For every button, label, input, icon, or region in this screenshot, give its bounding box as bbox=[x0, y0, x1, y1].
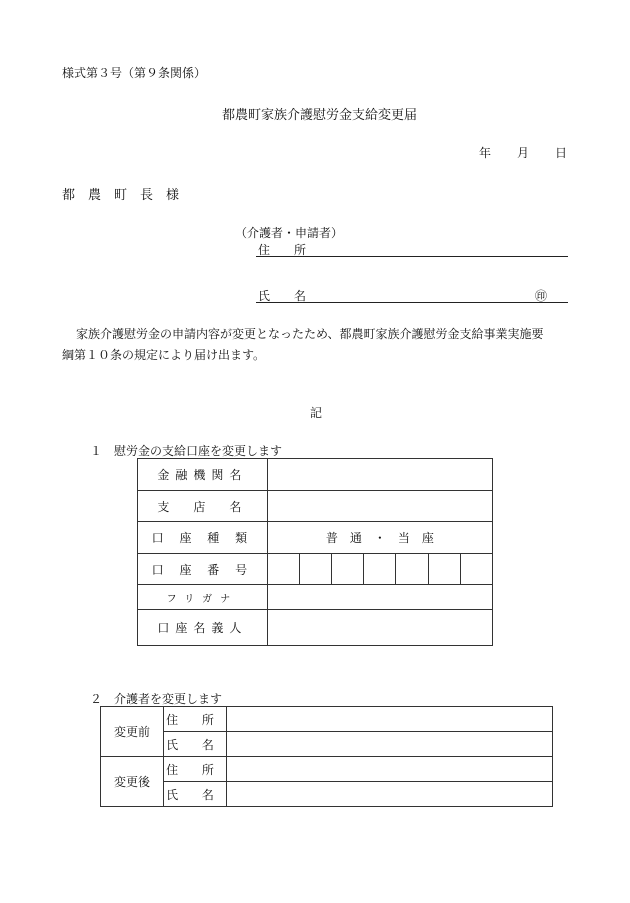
section1-heading: １ 慰労金の支給口座を変更します bbox=[90, 444, 283, 458]
before-address-field[interactable] bbox=[227, 707, 553, 732]
account-number-digit[interactable] bbox=[332, 554, 364, 585]
before-change-label: 変更前 bbox=[101, 707, 164, 757]
body-text-line2: 綱第１０条の規定により届け出ます。 bbox=[62, 348, 266, 362]
account-number-digit[interactable] bbox=[364, 554, 396, 585]
section2-heading: ２ 介護者を変更します bbox=[90, 692, 223, 706]
account-number-digit[interactable] bbox=[460, 554, 492, 585]
after-address-label: 住 所 bbox=[164, 757, 227, 782]
address-line[interactable] bbox=[256, 256, 568, 257]
address-label: 住 所 bbox=[258, 243, 307, 257]
furigana-field[interactable] bbox=[267, 585, 492, 610]
before-address-label: 住 所 bbox=[164, 707, 227, 732]
bank-account-table bbox=[137, 458, 493, 646]
account-holder-field[interactable] bbox=[267, 610, 492, 646]
account-type-label: 口 座 種 類 bbox=[138, 522, 268, 554]
account-number-label: 口 座 番 号 bbox=[138, 554, 268, 585]
applicant-role: （介護者・申請者） bbox=[235, 226, 344, 240]
name-label: 氏 名 bbox=[258, 289, 307, 303]
account-type-options[interactable]: 普 通 ・ 当 座 bbox=[267, 522, 492, 554]
body-text-line1: 家族介護慰労金の申請内容が変更となったため、都農町家族介護慰労金支給事業実施要 bbox=[76, 327, 544, 341]
account-number-digit[interactable] bbox=[428, 554, 460, 585]
before-name-field[interactable] bbox=[227, 732, 553, 757]
addressee: 都 農 町 長 様 bbox=[62, 188, 180, 203]
branch-name-field[interactable] bbox=[267, 491, 492, 522]
furigana-label: フリガナ bbox=[138, 585, 268, 610]
account-holder-label: 口座名義人 bbox=[138, 610, 268, 646]
document-title: 都農町家族介護慰労金支給変更届 bbox=[222, 108, 418, 123]
account-number-digit[interactable] bbox=[299, 554, 331, 585]
after-name-field[interactable] bbox=[227, 782, 553, 807]
after-address-field[interactable] bbox=[227, 757, 553, 782]
account-number-digit[interactable] bbox=[267, 554, 299, 585]
bank-name-field[interactable] bbox=[267, 459, 492, 491]
date-day: 日 bbox=[555, 146, 568, 160]
date-month: 月 bbox=[517, 146, 530, 160]
branch-name-label: 支 店 名 bbox=[138, 491, 268, 522]
after-name-label: 氏 名 bbox=[164, 782, 227, 807]
bank-name-label: 金融機関名 bbox=[138, 459, 268, 491]
account-number-digit[interactable] bbox=[396, 554, 428, 585]
seal-mark: ㊞ bbox=[535, 289, 548, 303]
ki-heading: 記 bbox=[310, 406, 323, 420]
caregiver-change-table bbox=[100, 706, 553, 807]
date-year: 年 bbox=[479, 146, 492, 160]
after-change-label: 変更後 bbox=[101, 757, 164, 807]
before-name-label: 氏 名 bbox=[164, 732, 227, 757]
form-number: 様式第３号（第９条関係） bbox=[62, 66, 207, 80]
name-line[interactable] bbox=[256, 302, 568, 303]
